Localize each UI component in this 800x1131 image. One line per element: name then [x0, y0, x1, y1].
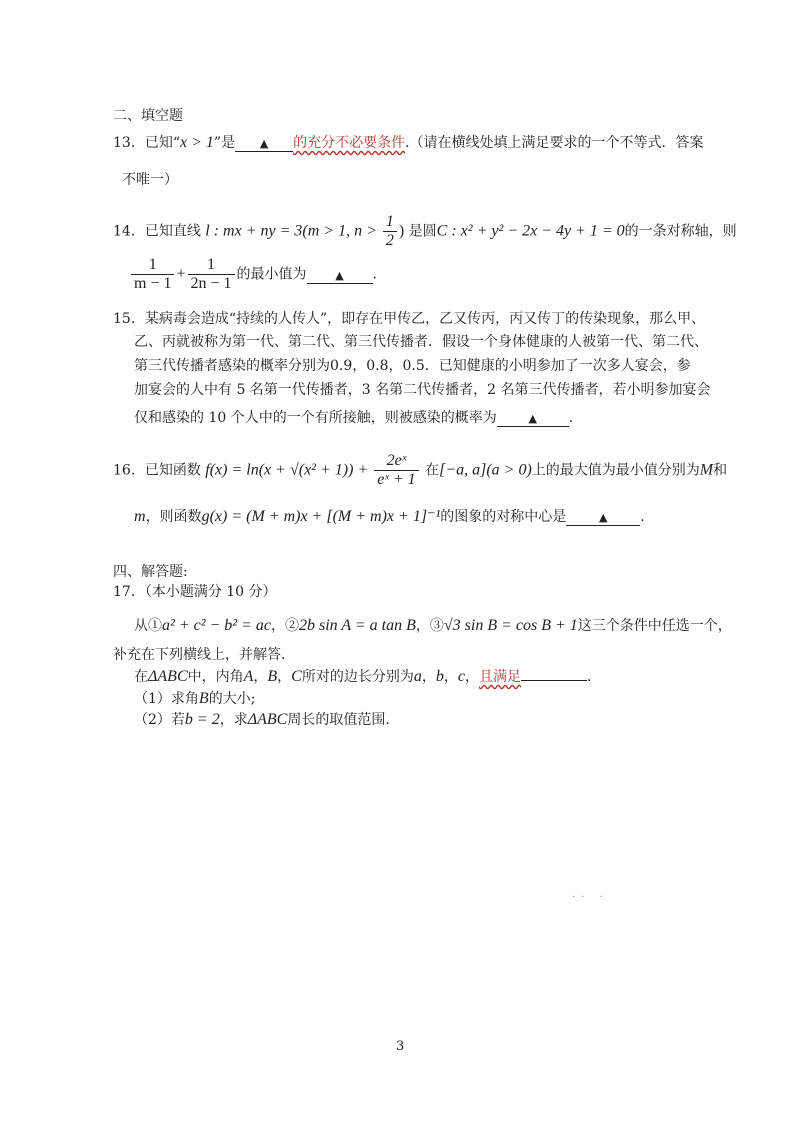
- question-text: 和: [713, 462, 728, 479]
- question-text: 不唯一）: [122, 172, 178, 188]
- handwritten-answer: 的充分不必要条件: [293, 135, 406, 151]
- section-heading-text: 四、解答题:: [113, 564, 188, 580]
- question-number: 14．: [113, 223, 145, 240]
- condition-1: a² + c² − b² = ac: [162, 617, 271, 634]
- question-number: 17．: [113, 584, 145, 600]
- question-text: ，则函数: [145, 509, 202, 525]
- interval-expression: [−a, a](a > 0): [439, 461, 532, 479]
- fraction-2ex-over-ex-plus-1: $\frac{\text{2eˣ}}{\text{eˣ + 1}}$: [374, 452, 418, 489]
- question-text: 上的最大值为最小值分别为: [531, 462, 700, 479]
- question-14: 14．已知直线 l : mx + ny = 3(m > 1, n > $\frac{1}{2}$ ) 是圆C : x² + y² − 2x − 4y + 1 = 0的一条对称轴，则: [113, 213, 737, 249]
- question-15-line-1: [113, 310, 705, 328]
- fraction-1-over-2n-minus-1: $\frac{1}{2n - 1}$: [188, 256, 235, 293]
- question-15-line-3: [134, 357, 691, 375]
- question-15-line-5: 仅和感染的 10 个人中的一个有所接触，则被感染的概率为 ▲ .: [134, 410, 574, 426]
- question-text: 仅和感染的 10 个人中的一个有所接触，则被感染的概率为: [134, 410, 497, 426]
- page-number: 3: [396, 1039, 405, 1054]
- line-equation: l : mx + ny = 3(m > 1, n >: [205, 222, 381, 240]
- question-text: 已知直线: [144, 223, 206, 240]
- question-text: 第三代传播者感染的概率分别为0.9，0.8，0.5．已知健康的小明参加了一次多人宴会，参: [134, 358, 691, 374]
- question-number: 13．: [113, 135, 145, 151]
- question-number: 15．: [113, 311, 145, 327]
- section-heading-text: 二、填空题: [113, 108, 183, 124]
- answer-blank[interactable]: [307, 268, 373, 284]
- question-text: 已知函数: [144, 462, 206, 479]
- function-f-equation: f(x) = ln(x + √(x² + 1)) +: [205, 461, 373, 479]
- question-text: 乙、丙就被称为第一代、第二代、第三代传播者．假设一个身体健康的人被第一代、第二代、: [134, 334, 708, 350]
- question-14-continued: $\frac{1}{m - 1}$ + $\frac{1}{2n - 1}$ 的最小值为 ▲ .: [129, 256, 377, 293]
- scan-artifact: ·· ·: [572, 892, 609, 903]
- circle-equation: C : x² + y² − 2x − 4y + 1 = 0: [436, 222, 625, 240]
- section-heading-solve: [113, 563, 188, 581]
- question-text: 这三个条件中任选一个，: [577, 618, 732, 634]
- triangle-mark-icon: ▲: [335, 268, 344, 282]
- question-text: 加宴会的人中有 5 名第一代传播者，3 名第二代传播者，2 名第三代传播者，若小明参加宴会: [134, 382, 711, 398]
- question-text: ”是: [213, 135, 236, 151]
- question-text: 已知“: [144, 135, 180, 151]
- question-15-line-2: [134, 333, 708, 351]
- question-17-header: [113, 583, 277, 601]
- question-13-continued: [122, 171, 178, 189]
- math-expression: x > 1: [180, 134, 214, 151]
- answer-blank[interactable]: [497, 411, 569, 427]
- question-text: 的最小值为: [236, 266, 307, 283]
- condition-2: 2b sin A = a tan B: [298, 617, 416, 634]
- score-note: （本小题满分 10 分）: [144, 584, 277, 600]
- question-13: [113, 134, 704, 152]
- question-text: 的一条对称轴，则: [624, 223, 737, 240]
- fraction-1-over-m-minus-1: $\frac{1}{m - 1}$: [131, 256, 174, 293]
- question-text: .（请在横线处填上满足要求的一个不等式．答案: [405, 135, 704, 151]
- question-17-line-3: 在ΔABC中，内角A，B，C所对的边长分别为a，b，c，且满足 .: [134, 668, 592, 685]
- question-16: 16．已知函数 f(x) = ln(x + √(x² + 1)) + $\frac{\text{2eˣ}}{\text{eˣ + 1}}$ 在[−a, a](a > 0)上的最大值为最小值分别为M和: [113, 452, 728, 488]
- question-15-line-4: [134, 381, 711, 399]
- triangle-abc: ΔABC: [148, 668, 188, 685]
- question-17-sub-2: （2）若b = 2，求ΔABC周长的取值范围.: [134, 711, 390, 728]
- handwritten-mark: 且满足: [478, 669, 521, 685]
- question-16-continued: m，则函数g(x) = (M + m)x + [(M + m)x + 1]⁻¹的图象的对称中心是 ▲ .: [134, 508, 645, 525]
- question-text: 是圆: [404, 223, 437, 240]
- question-17-line-2: [113, 646, 285, 664]
- condition-3: √3 sin B = cos B + 1: [443, 617, 578, 634]
- question-text: 在: [420, 462, 440, 479]
- question-17-line-1: 从①a² + c² − b² = ac，②2b sin A = a tan B，③√3 sin B = cos B + 1这三个条件中任选一个，: [134, 617, 732, 634]
- question-text: 补充在下列横线上，并解答.: [113, 647, 286, 663]
- answer-blank[interactable]: [521, 680, 587, 681]
- question-text: 的图象的对称中心是: [440, 509, 567, 525]
- question-text: 某病毒会造成“持续的人传人”，即存在甲传乙，乙又传丙，丙又传丁的传染现象，那么甲、: [144, 311, 706, 327]
- triangle-mark-icon: ▲: [259, 137, 269, 150]
- function-g-equation: g(x) = (M + m)x + [(M + m)x + 1]⁻¹: [201, 508, 441, 525]
- fraction-one-half: $\frac{1}{2}$: [383, 213, 397, 250]
- answer-blank[interactable]: [235, 136, 293, 152]
- answer-blank[interactable]: [566, 510, 640, 526]
- question-17-sub-1: （1）求角B的大小;: [134, 690, 256, 707]
- question-number: 16．: [113, 462, 145, 479]
- section-heading-fill-blank: [113, 107, 183, 125]
- triangle-mark-icon: ▲: [528, 412, 537, 425]
- triangle-mark-icon: ▲: [599, 511, 608, 524]
